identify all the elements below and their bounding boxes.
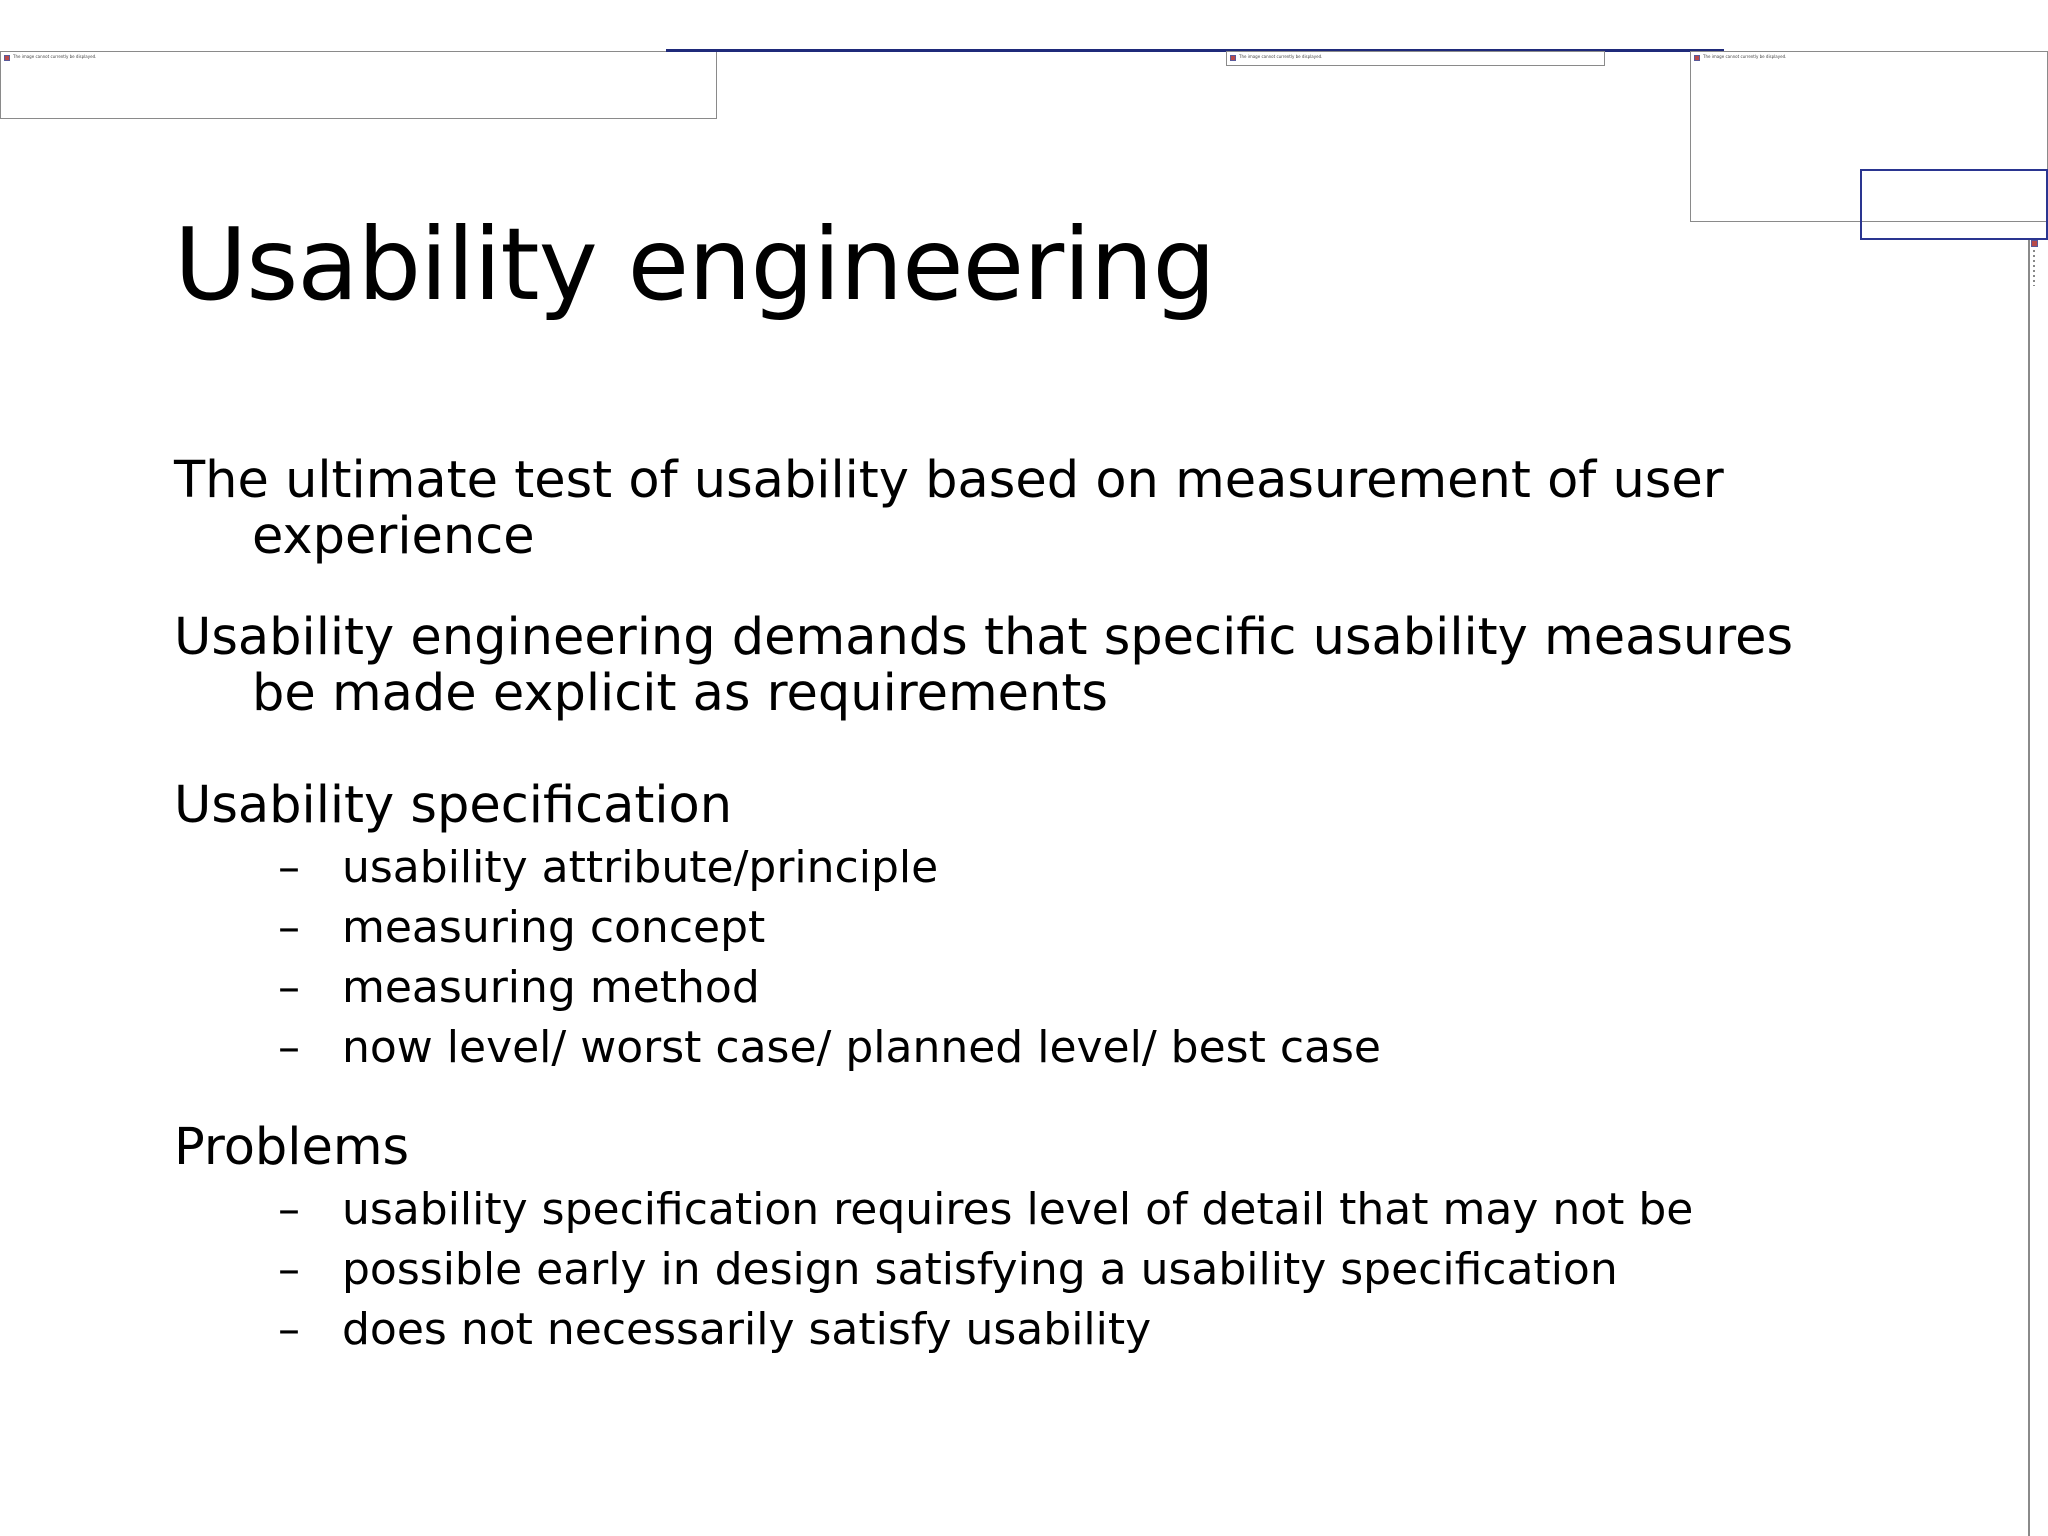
specification-item bbox=[278, 958, 760, 1018]
broken-image-icon bbox=[1694, 55, 1700, 61]
bullet-dash: – bbox=[278, 1022, 300, 1073]
problems-heading: Problems bbox=[174, 1118, 410, 1177]
specification-item-text: measuring concept bbox=[342, 902, 766, 953]
placeholder-text: The image cannot currently be displayed. bbox=[1239, 54, 1323, 59]
problems-item-text: usability specification requires level of detail that may not be bbox=[342, 1184, 1694, 1235]
image-placeholder-top-center bbox=[1226, 51, 1605, 66]
bullet-dash: – bbox=[278, 962, 300, 1013]
slide-title: Usability engineering bbox=[174, 206, 1215, 323]
specification-item bbox=[278, 898, 765, 958]
problems-item bbox=[278, 1300, 1151, 1360]
image-placeholder-side bbox=[2030, 240, 2040, 290]
corner-frame bbox=[1860, 169, 2048, 240]
placeholder-text: The image cannot currently be displayed. bbox=[1703, 54, 1787, 59]
paragraph-1-line-1: The ultimate test of usability based on measurement of user bbox=[174, 451, 1724, 510]
bullet-dash: – bbox=[278, 1304, 300, 1355]
paragraph-2-line-2: be made explicit as requirements bbox=[252, 664, 1108, 723]
paragraph-1-line-2: experience bbox=[252, 507, 535, 566]
problems-item bbox=[278, 1180, 1693, 1240]
bullet-dash: – bbox=[278, 842, 300, 893]
image-placeholder-top-left bbox=[0, 51, 717, 119]
specification-item-text: usability attribute/principle bbox=[342, 842, 939, 893]
broken-image-icon bbox=[1230, 55, 1236, 61]
paragraph-2 bbox=[174, 610, 1874, 722]
problems-item-text: possible early in design satisfying a usability specification bbox=[342, 1244, 1618, 1295]
specification-heading: Usability specification bbox=[174, 776, 733, 835]
right-rule bbox=[2028, 240, 2030, 1536]
problems-item-text: does not necessarily satisfy usability bbox=[342, 1304, 1152, 1355]
broken-image-icon bbox=[4, 55, 10, 61]
paragraph-1 bbox=[174, 453, 1874, 565]
bullet-dash: – bbox=[278, 1244, 300, 1295]
placeholder-text: The image cannot currently be displayed. bbox=[13, 54, 97, 59]
specification-item-text: now level/ worst case/ planned level/ best case bbox=[342, 1022, 1381, 1073]
placeholder-text-stripe bbox=[2033, 250, 2035, 286]
specification-item-text: measuring method bbox=[342, 962, 760, 1013]
specification-item bbox=[278, 1018, 1381, 1078]
problems-item bbox=[278, 1240, 1618, 1300]
broken-image-icon bbox=[2031, 240, 2038, 247]
bullet-dash: – bbox=[278, 1184, 300, 1235]
bullet-dash: – bbox=[278, 902, 300, 953]
paragraph-2-line-1: Usability engineering demands that specific usability measures bbox=[174, 608, 1794, 667]
specification-item bbox=[278, 838, 938, 898]
